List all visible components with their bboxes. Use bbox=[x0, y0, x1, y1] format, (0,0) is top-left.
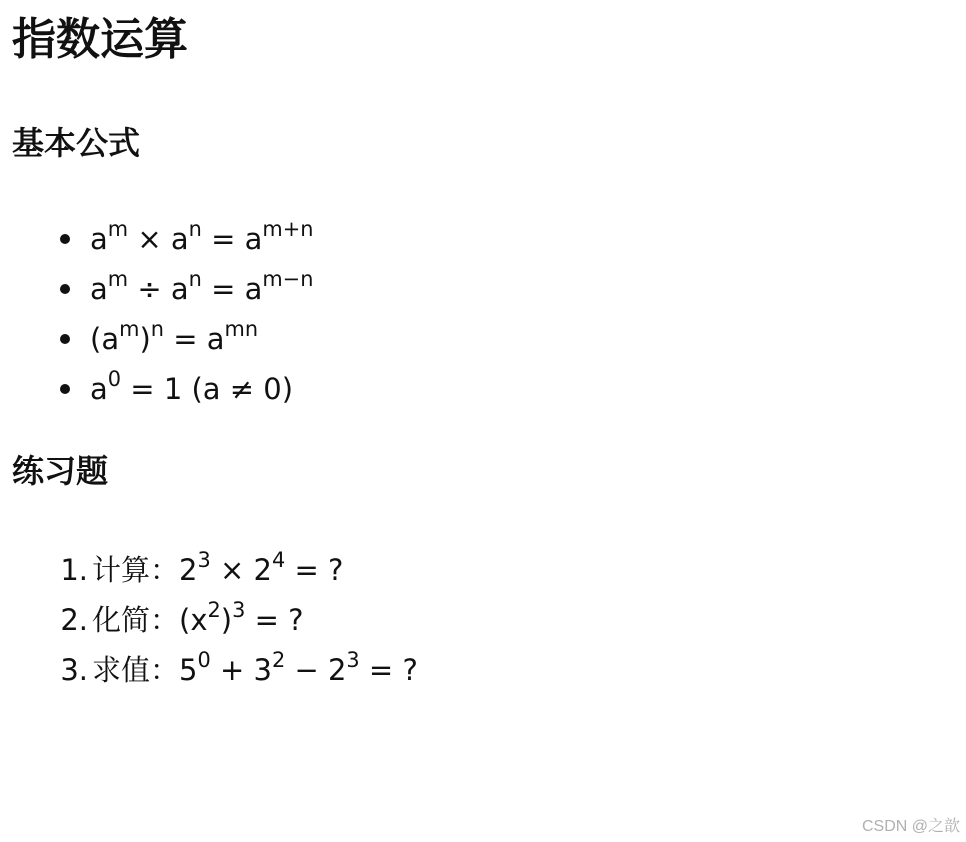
formula-item: $a^0 = 1$ (a ≠ 0) bbox=[56, 364, 313, 414]
formula-item: $(a^m)^n = a^{mn}$ bbox=[56, 314, 313, 364]
formula-item: $a^m \times a^n = a^{m+n}$ bbox=[56, 214, 313, 264]
exercise-list bbox=[48, 545, 418, 695]
exercise-number: 2. bbox=[60, 603, 88, 637]
bullet-icon bbox=[60, 334, 70, 344]
formula-item: $a^m \div a^n = a^{m-n}$ bbox=[56, 264, 313, 314]
exercise-item: 1. 计算：$2^3 \times 2^4$ = ? bbox=[48, 545, 418, 595]
formulas-heading: 基本公式 bbox=[12, 124, 141, 162]
exercise-number: 3. bbox=[60, 653, 88, 687]
bullet-icon bbox=[60, 284, 70, 294]
exercise-item: 3. 求值：$5^0 + 3^2 - 2^3$ = ? bbox=[48, 645, 418, 695]
bullet-icon bbox=[60, 384, 70, 394]
exercises-heading: 练习题 bbox=[12, 452, 109, 490]
page-title: 指数运算 bbox=[12, 14, 188, 65]
exercise-item: 2. 化简：$(x^2)^3$ = ? bbox=[48, 595, 418, 645]
bullet-icon bbox=[60, 234, 70, 244]
formula-list bbox=[56, 214, 313, 414]
watermark: CSDN @之歆 bbox=[861, 818, 960, 835]
exercise-number: 1. bbox=[60, 553, 88, 587]
